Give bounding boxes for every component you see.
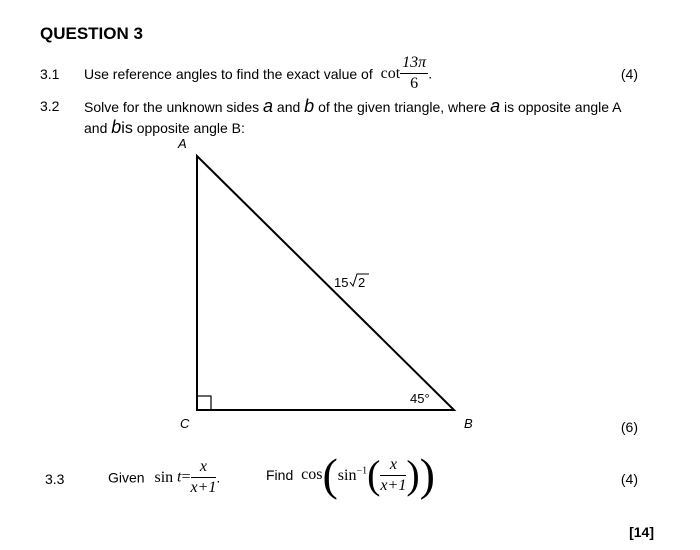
question-3-3-find xyxy=(266,450,435,500)
equals-sign: = xyxy=(181,468,191,486)
triangle-shape xyxy=(197,156,454,410)
outer-right-parenthesis: ) xyxy=(419,449,435,500)
fraction-denominator: x+1 xyxy=(380,476,407,494)
sin-function: sin xyxy=(154,468,174,486)
question-3-2-text-part-5: and xyxy=(84,120,108,136)
vertex-c-label: C xyxy=(180,416,190,431)
question-3-3-period: . xyxy=(216,469,221,486)
hypotenuse-radicand: 2 xyxy=(358,275,366,290)
cos-function: cos xyxy=(301,466,323,483)
outer-left-parenthesis: ( xyxy=(322,449,338,500)
variable-b: b xyxy=(304,96,315,116)
cot-function: cot xyxy=(380,64,401,82)
question-3-3-marks: (4) xyxy=(620,471,638,487)
hypotenuse-label xyxy=(334,274,369,290)
question-heading: QUESTION 3 xyxy=(40,24,143,43)
variable-b-second: b xyxy=(111,117,122,137)
find-label: Find xyxy=(266,467,294,483)
fraction-numerator: 13π xyxy=(400,54,428,74)
question-3-2-text-part-6: is xyxy=(121,120,133,137)
variable-t: t xyxy=(177,468,182,486)
question-3-2-text-part-4: is opposite angle A xyxy=(503,99,622,115)
inverse-exponent: −1 xyxy=(356,465,368,477)
fraction-denominator: x+1 xyxy=(190,479,217,496)
question-3-2-number: 3.2 xyxy=(40,98,60,114)
fraction-denominator: 6 xyxy=(410,75,419,92)
question-3-2-text-part-3: of the given triangle, where xyxy=(318,99,487,115)
hypotenuse-coefficient: 15 xyxy=(334,275,349,290)
inner-right-parenthesis: ) xyxy=(406,452,420,497)
right-angle-marker xyxy=(197,396,211,410)
variable-a: a xyxy=(263,96,274,116)
question-3-1-number: 3.1 xyxy=(40,66,60,82)
question-3-1-instruction: Use reference angles to find the exact value of xyxy=(84,65,373,82)
question-3-2-marks: (6) xyxy=(620,419,638,435)
given-label: Given xyxy=(108,469,145,486)
question-3-1-period: . xyxy=(428,65,433,82)
vertex-b-label: B xyxy=(464,416,473,431)
question-3-2-text-part-1: Solve for the unknown sides xyxy=(84,99,260,115)
inner-left-parenthesis: ( xyxy=(367,452,381,497)
question-3-2-text-part-7: opposite angle B: xyxy=(136,120,245,136)
inverse-sin-function: $\sin^{-1}$ xyxy=(337,465,368,484)
total-marks: [14] xyxy=(629,524,654,540)
vertex-a-label: A xyxy=(178,136,187,151)
question-3-1-marks: (4) xyxy=(620,66,638,82)
x-over-x-plus-one-fraction xyxy=(191,458,217,497)
fraction-numerator: x xyxy=(191,458,217,478)
question-3-3-given xyxy=(108,458,220,497)
angle-b-label: 45° xyxy=(410,391,430,406)
question-3-3-number: 3.3 xyxy=(45,471,65,487)
variable-a-second: a xyxy=(490,96,501,116)
question-3-2-text-part-2: and xyxy=(276,99,301,115)
inner-x-over-x-plus-one-fraction xyxy=(380,456,406,495)
fraction-numerator: x xyxy=(380,456,406,476)
